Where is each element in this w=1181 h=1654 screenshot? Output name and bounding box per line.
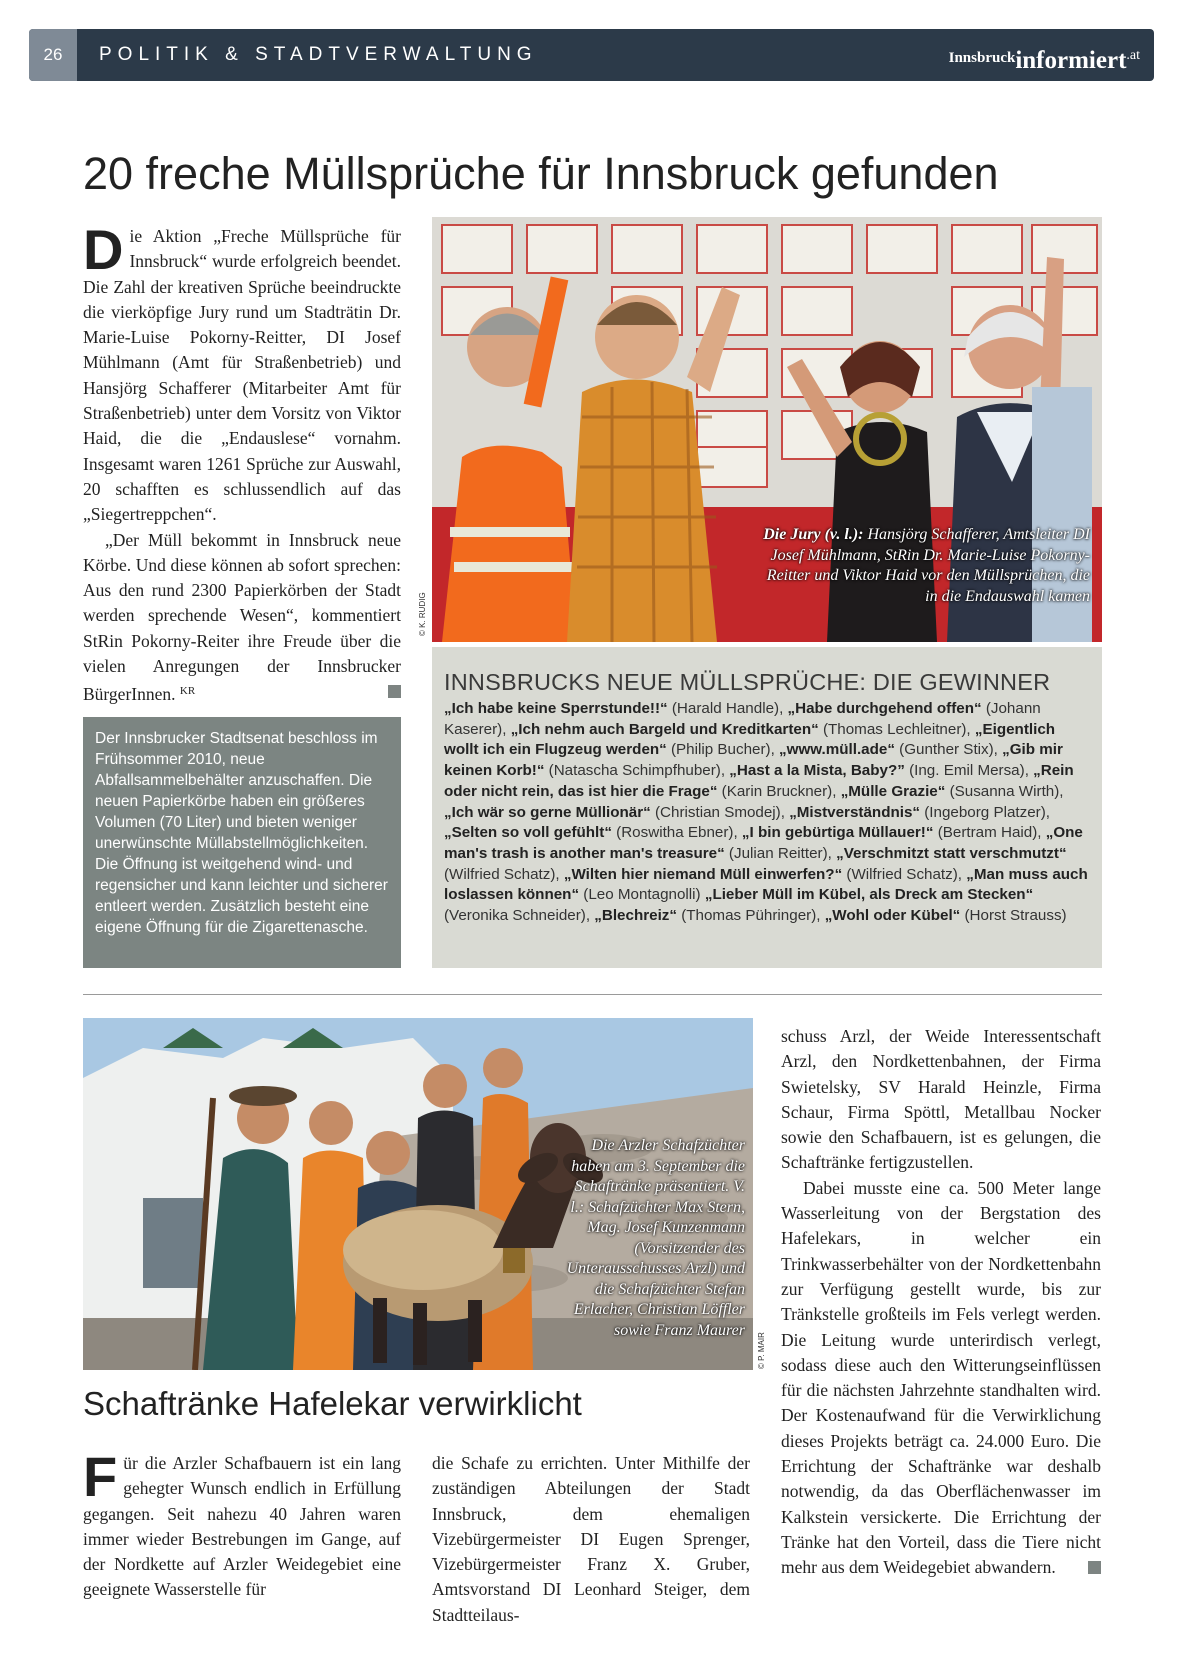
winner-quote: „Gib mir keinen Korb!“ xyxy=(444,741,1063,780)
paragraph-text: Dabei musste eine ca. 500 Meter lange Wasserleitung von der Bergstation des Hafelekars, in welcher ein Trinkwasserbehälter von der Nordkettenbahn zur Verfügung gestellt wurde, bis zur Tränkstelle großteils im Fels verlegt werden. Die Leitung wurde unterirdisch verlegt, sodass diese auch den Witterungseinflüssen für die nächsten Jahrzehnte standhalten wird. Der Kostenaufwand für die Verwirklichung dieses Projekts beträgt ca. 24.000 Euro. Die Errichtung der Schaftränke war deshalb notwendig, da das Oberflächenwasser im Kalkstein versickerte. Die Errichtung der Tränke hat den Vorteil, dass die Tiere nicht mehr aus dem Weidegebiet abwandern. xyxy=(781,1177,1101,1578)
winner-author: (Horst Strauss) xyxy=(960,907,1067,925)
article-paragraph xyxy=(781,1176,1101,1581)
winner-quote: „Verschmitzt statt verschmutzt“ xyxy=(836,844,1067,862)
winner-author: (Wilfried Schatz), xyxy=(444,865,564,883)
article-headline: 20 freche Müllsprüche für Innsbruck gefunden xyxy=(83,148,999,199)
photo-credit: © K. RUDIG xyxy=(418,592,427,636)
winners-box xyxy=(432,647,1102,968)
winner-author: (Ing. Emil Mersa), xyxy=(904,762,1034,780)
winner-author: (Roswitha Ebner), xyxy=(611,824,742,842)
winner-quote: „Ich habe keine Sperrstunde!!“ xyxy=(444,700,668,717)
page-header xyxy=(29,29,1154,81)
winners-title: INNSBRUCKS NEUE MÜLLSPRÜCHE: DIE GEWINNER xyxy=(444,669,1051,695)
winner-quote: „Blechreiz“ xyxy=(594,907,677,925)
info-box: Der Innsbrucker Stadtsenat beschloss im Frühsommer 2010, neue Abfallsammelbehälter anzuschaffen. Die neuen Papierkörbe haben ein größeres Volumen (70 Liter) und bieten weniger unerwünschte Müllabstellmöglichkeiten. Die Öffnung ist weitgehend wind- und regensicher und kann leichter und sicherer entleert werden. Zusätzlich besteht eine eigene Öffnung für die Zigarettenasche. xyxy=(83,717,401,968)
winner-author: (Philip Bucher), xyxy=(666,741,780,759)
winner-quote: „Eigentlich wollt ich ein Flugzeug werden“ xyxy=(444,720,1056,759)
jury-photo xyxy=(432,217,1102,642)
paragraph-text: ie Aktion „Freche Müllsprüche für Innsbruck“ wurde erfolgreich beendet. Die Zahl der kreativen Sprüche beeindruckte die vierköpfige Jury rund um Stadträtin Dr. Marie-Luise Pokorny-Reitter, DI Josef Mühlmann (Amt für Straßenbetrieb) und Hansjörg Schafferer (Mitarbeiter Amt für Straßenbetrieb) unter dem Vorsitz von Viktor Haid, die die „Endauslese“ vornahm. Insgesamt waren 1261 Sprüche zur Auswahl, 20 schafften es schlussendlich auf das „Siegertreppchen“. xyxy=(83,226,401,525)
winner-author: (Wilfried Schatz), xyxy=(842,865,967,883)
paragraph-text: schuss Arzl, der Weide Interessentschaft Arzl, den Nordkettenbahnen, der Firma Swietelsky, SV Harald Heinzle, Firma Schaur, Firma Spöttl, Metallbau Nocker sowie den Schafbauern, ist es gelungen, die Schaftränke fertigzustellen. xyxy=(781,1026,1101,1173)
article-paragraph xyxy=(83,1445,401,1603)
drop-cap: F xyxy=(83,1445,118,1508)
article-paragraph xyxy=(83,528,401,708)
winner-quote: „I bin gebürtiga Müllauer!“ xyxy=(741,824,934,842)
author-initials: KR xyxy=(179,685,196,698)
winner-quote: „Selten so voll gefühlt“ xyxy=(444,824,612,842)
caption-text: Hansjörg Schafferer, Amtsleiter DI Josef Mühlmann, StRin Dr. Marie-Luise Pokorny-Reitter und Viktor Haid vor den Müllsprüchen, die in die Endauswahl kamen xyxy=(766,526,1090,605)
paragraph-text: „Der Müll bekommt in Innsbruck neue Körbe. Und diese können ab sofort sprechen: Aus den rund 2300 Papierkörben der Stadt werden sprechende Wesen“, kommentiert StRin Pokorny-Reiter ihre Freude über die vielen Anregungen der Innsbrucker BürgerInnen. xyxy=(83,529,401,705)
article-paragraph xyxy=(83,218,401,528)
winner-quote: „One man's trash is another man's treasure“ xyxy=(444,824,1083,862)
winner-author: (Gunther Stix), xyxy=(894,741,1003,759)
article-body-column xyxy=(781,1024,1101,1581)
end-mark-icon xyxy=(388,685,401,698)
winner-quote: „Man muss auch loslassen können“ xyxy=(444,865,1088,904)
winner-quote: „Hast a la Mista, Baby?” xyxy=(729,762,905,780)
winner-author: (Thomas Lechleitner), xyxy=(818,720,975,738)
jury-photo-caption xyxy=(760,525,1090,607)
paragraph-text: ür die Arzler Schafbauern ist ein lang gehegter Wunsch endlich in Erfüllung gegangen. Seit nahezu 40 Jahren waren immer wieder Bestrebungen im Gange, auf der Nordkette auf Arzler Weidegebiet eine geeignete Wasserstelle für xyxy=(83,1453,401,1600)
brand-suffix: .at xyxy=(1126,48,1140,63)
winner-quote: „Mülle Grazie“ xyxy=(840,782,946,800)
article-headline: Schaftränke Hafelekar verwirklicht xyxy=(83,1385,582,1422)
winner-quote: „www.müll.ade“ xyxy=(779,741,895,759)
winners-list xyxy=(444,699,1090,927)
article-body-column xyxy=(83,1445,401,1603)
end-mark-icon xyxy=(1088,1561,1101,1574)
winner-author: (Leo Montagnolli) xyxy=(579,886,705,904)
winner-author: (Christian Smodej), xyxy=(650,803,790,821)
winner-author: (Julian Reitter), xyxy=(724,844,837,862)
winner-quote: „Wilten hier niemand Müll einwerfen?“ xyxy=(563,865,843,883)
article-body-column xyxy=(83,218,401,708)
winner-author: (Susanna Wirth), xyxy=(945,782,1064,800)
winner-author: (Johann Kaserer), xyxy=(444,700,1041,738)
article-body-column xyxy=(432,1451,750,1628)
page-number: 26 xyxy=(29,29,77,81)
brand-prefix: Innsbruck xyxy=(948,50,1016,66)
winner-author: (Natascha Schimpfhuber), xyxy=(544,762,730,780)
drop-cap: D xyxy=(83,218,124,281)
winner-quote: „Mistverständnis“ xyxy=(789,803,921,821)
winner-author: (Karin Bruckner), xyxy=(717,782,841,800)
winner-quote: „Habe durchgehend offen“ xyxy=(787,700,982,717)
winner-author: (Thomas Pühringer), xyxy=(676,907,825,925)
winner-quote: „Rein oder nicht rein, das ist hier die Frage“ xyxy=(444,762,1074,800)
sheep-photo-caption: Die Arzler Schafzüchter haben am 3. September die Schaftränke präsentiert. V. l.: Schafzüchter Max Stern, Mag. Josef Kunzenmann (Vorsitzender des Unterausschusses Arzl) und die Schafzüchter Stefan Erlacher, Christian Löffler sowie Franz Maurer xyxy=(566,1137,745,1339)
winner-quote: „Wohl oder Kübel“ xyxy=(824,907,961,925)
brand-main: informiert xyxy=(1015,47,1127,74)
sheep-photo xyxy=(83,1018,753,1370)
winner-author: (Veronika Schneider), xyxy=(444,907,595,925)
winner-author: (Harald Handle), xyxy=(667,700,788,717)
winner-author: (Ingeborg Platzer), xyxy=(920,803,1051,821)
caption-lead: Die Jury (v. l.): xyxy=(763,526,864,543)
winner-quote: „Ich wär so gerne Müllionär“ xyxy=(444,803,651,821)
photo-credit: © P. MAIR xyxy=(757,1332,766,1369)
winner-author: (Bertram Haid), xyxy=(933,824,1046,842)
section-divider xyxy=(83,994,1102,995)
winner-quote: „Ich nehm auch Bargeld und Kreditkarten“ xyxy=(510,720,819,738)
paragraph-text: die Schafe zu errichten. Unter Mithilfe der zuständigen Abteilungen der Stadt Innsbruck, dem ehemaligen Vizebürgermeister DI Eugen Sprenger, Vizebürgermeister Franz X. Gruber, Amtsvorstand DI Leonhard Steiger, dem Stadtteilaus- xyxy=(432,1453,750,1625)
winner-quote: „Lieber Müll im Kübel, als Dreck am Stecken“ xyxy=(704,886,1034,904)
section-title: POLITIK & STADTVERWALTUNG xyxy=(99,44,538,65)
brand-logo xyxy=(949,29,1140,81)
